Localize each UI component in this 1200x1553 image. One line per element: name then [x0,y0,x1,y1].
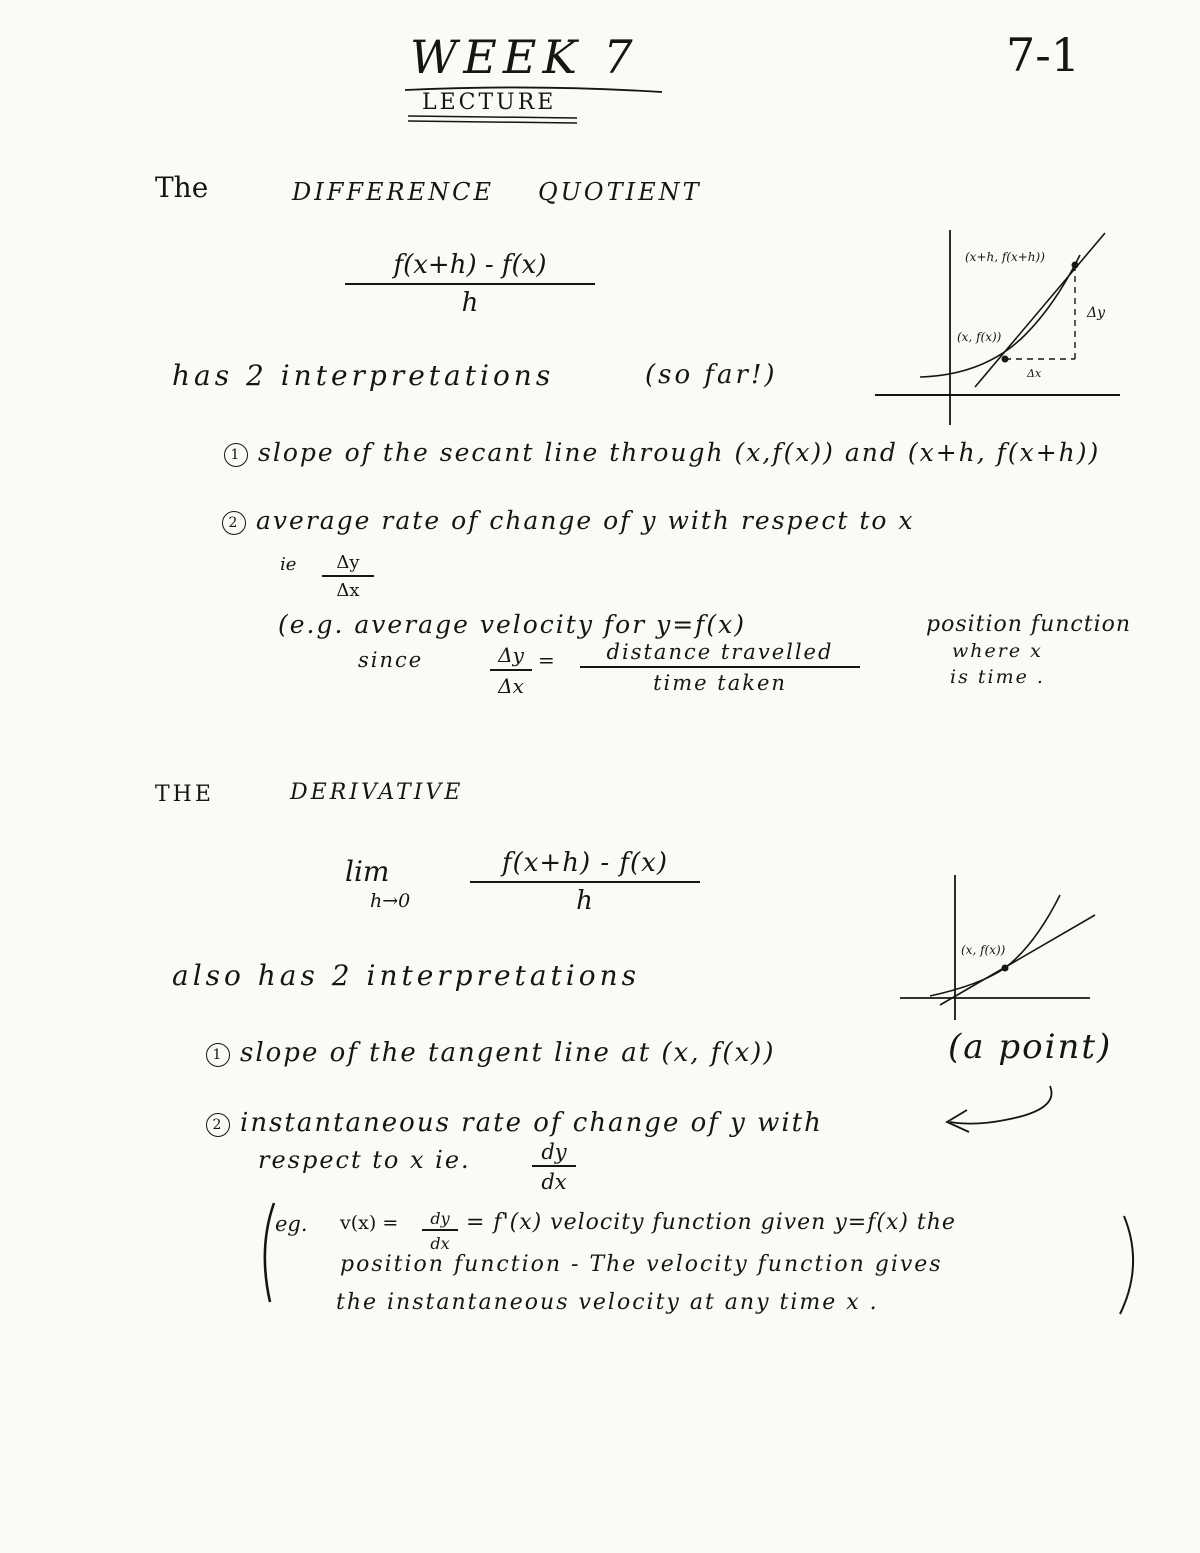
since-fraction [490,643,532,698]
so-far-note: (so far!) [645,360,778,390]
eg-side-where: where x [952,640,1043,662]
deriv-item-1-text: slope of the tangent line at (x, f(x)) [240,1038,776,1068]
tangent-line [940,915,1095,1005]
dq-numerator: f(x+h) - f(x) [345,250,595,285]
since-equals: = [538,648,555,672]
eg-line-2: position function - The velocity function gives [340,1252,943,1277]
eg-rest: = f'(x) velocity function given y=f(x) the [466,1210,956,1235]
eg-average-velocity: (e.g. average velocity for y=f(x) [278,610,747,639]
eg-dy: dy [422,1209,458,1231]
eg-side-time: is time . [950,666,1045,688]
dq-item-1 [224,440,1100,467]
secant-label-dx: Δx [1027,367,1042,380]
dq-item-2-text: average rate of change of y with respect to x [256,506,915,535]
since-label: since [358,648,424,672]
dy-numerator: dy [532,1140,576,1167]
since-numerator: Δy [490,643,532,671]
deriv-item-2-line2: respect to x ie. [258,1146,471,1174]
dx-denominator: dx [541,1170,567,1194]
distance-numerator: distance travelled [580,640,860,668]
eg-prefix: eg. [275,1212,308,1236]
dq-item-1-text: slope of the secant line through (x,f(x)) and (x+h, f(x+h)) [258,438,1101,467]
secant-point-low [1002,356,1009,363]
quotient-heading: QUOTIENT [538,178,702,206]
ie-label: ie [280,554,297,575]
derivative-quotient [470,848,700,916]
deriv-item-2 [206,1110,823,1137]
tangent-point [1002,965,1009,972]
circle-two-marker-2: 2 [206,1113,230,1137]
deriv-numerator: f(x+h) - f(x) [470,848,700,883]
lecture-underline [405,112,585,126]
secant-curve [920,255,1080,377]
deriv-denominator: h [576,886,594,916]
difference-heading: DIFFERENCE [292,178,495,206]
since-denominator: Δx [498,674,524,698]
tangent-label-point: (x, f(x)) [961,943,1006,957]
difference-quotient [345,250,595,318]
ie-fraction [322,552,374,601]
page-number: 7-1 [1006,28,1081,82]
right-paren [1112,1210,1142,1320]
week-title: WEEK 7 [410,30,639,84]
secant-label-top: (x+h, f(x+h)) [965,250,1045,264]
the-word: The [155,171,209,204]
ie-denominator: Δx [336,580,360,601]
note-arrow [935,1080,1075,1140]
circle-two-marker: 2 [222,511,246,535]
deriv-item-1 [206,1040,775,1067]
secant-point-high [1072,262,1079,269]
interpretations-line: has 2 interpretations [172,359,555,392]
secant-label-dy: Δy [1087,305,1106,321]
lim-word: lim [345,855,390,888]
eg-line-3: the instantaneous velocity at any time x . [336,1290,879,1315]
lecture-label: LECTURE [422,90,557,115]
deriv-item-2-text: instantaneous rate of change of y with [240,1108,823,1138]
secant-label-low: (x, f(x)) [957,330,1002,344]
a-point-note: (a point) [948,1027,1113,1067]
also-interpretations-line: also has 2 interpretations [172,959,640,992]
circle-one-marker-2: 1 [206,1043,230,1067]
dq-item-2 [222,508,915,535]
tangent-graph [895,870,1110,1025]
the-heading: THE [155,782,214,807]
dq-denominator: h [461,288,479,318]
eg-dy-dx [422,1209,458,1253]
secant-graph [875,225,1130,430]
ie-numerator: Δy [322,552,374,577]
eg-side-position: position function [926,612,1132,637]
dy-dx-fraction [532,1140,576,1194]
circle-one-marker: 1 [224,443,248,467]
lim-subscript: h→0 [370,890,411,912]
distance-time-fraction [580,640,860,695]
eg-dx: dx [430,1234,450,1253]
time-denominator: time taken [653,671,787,695]
eg-v-of-x: v(x) = [340,1212,399,1234]
derivative-heading: DERIVATIVE [290,780,464,805]
